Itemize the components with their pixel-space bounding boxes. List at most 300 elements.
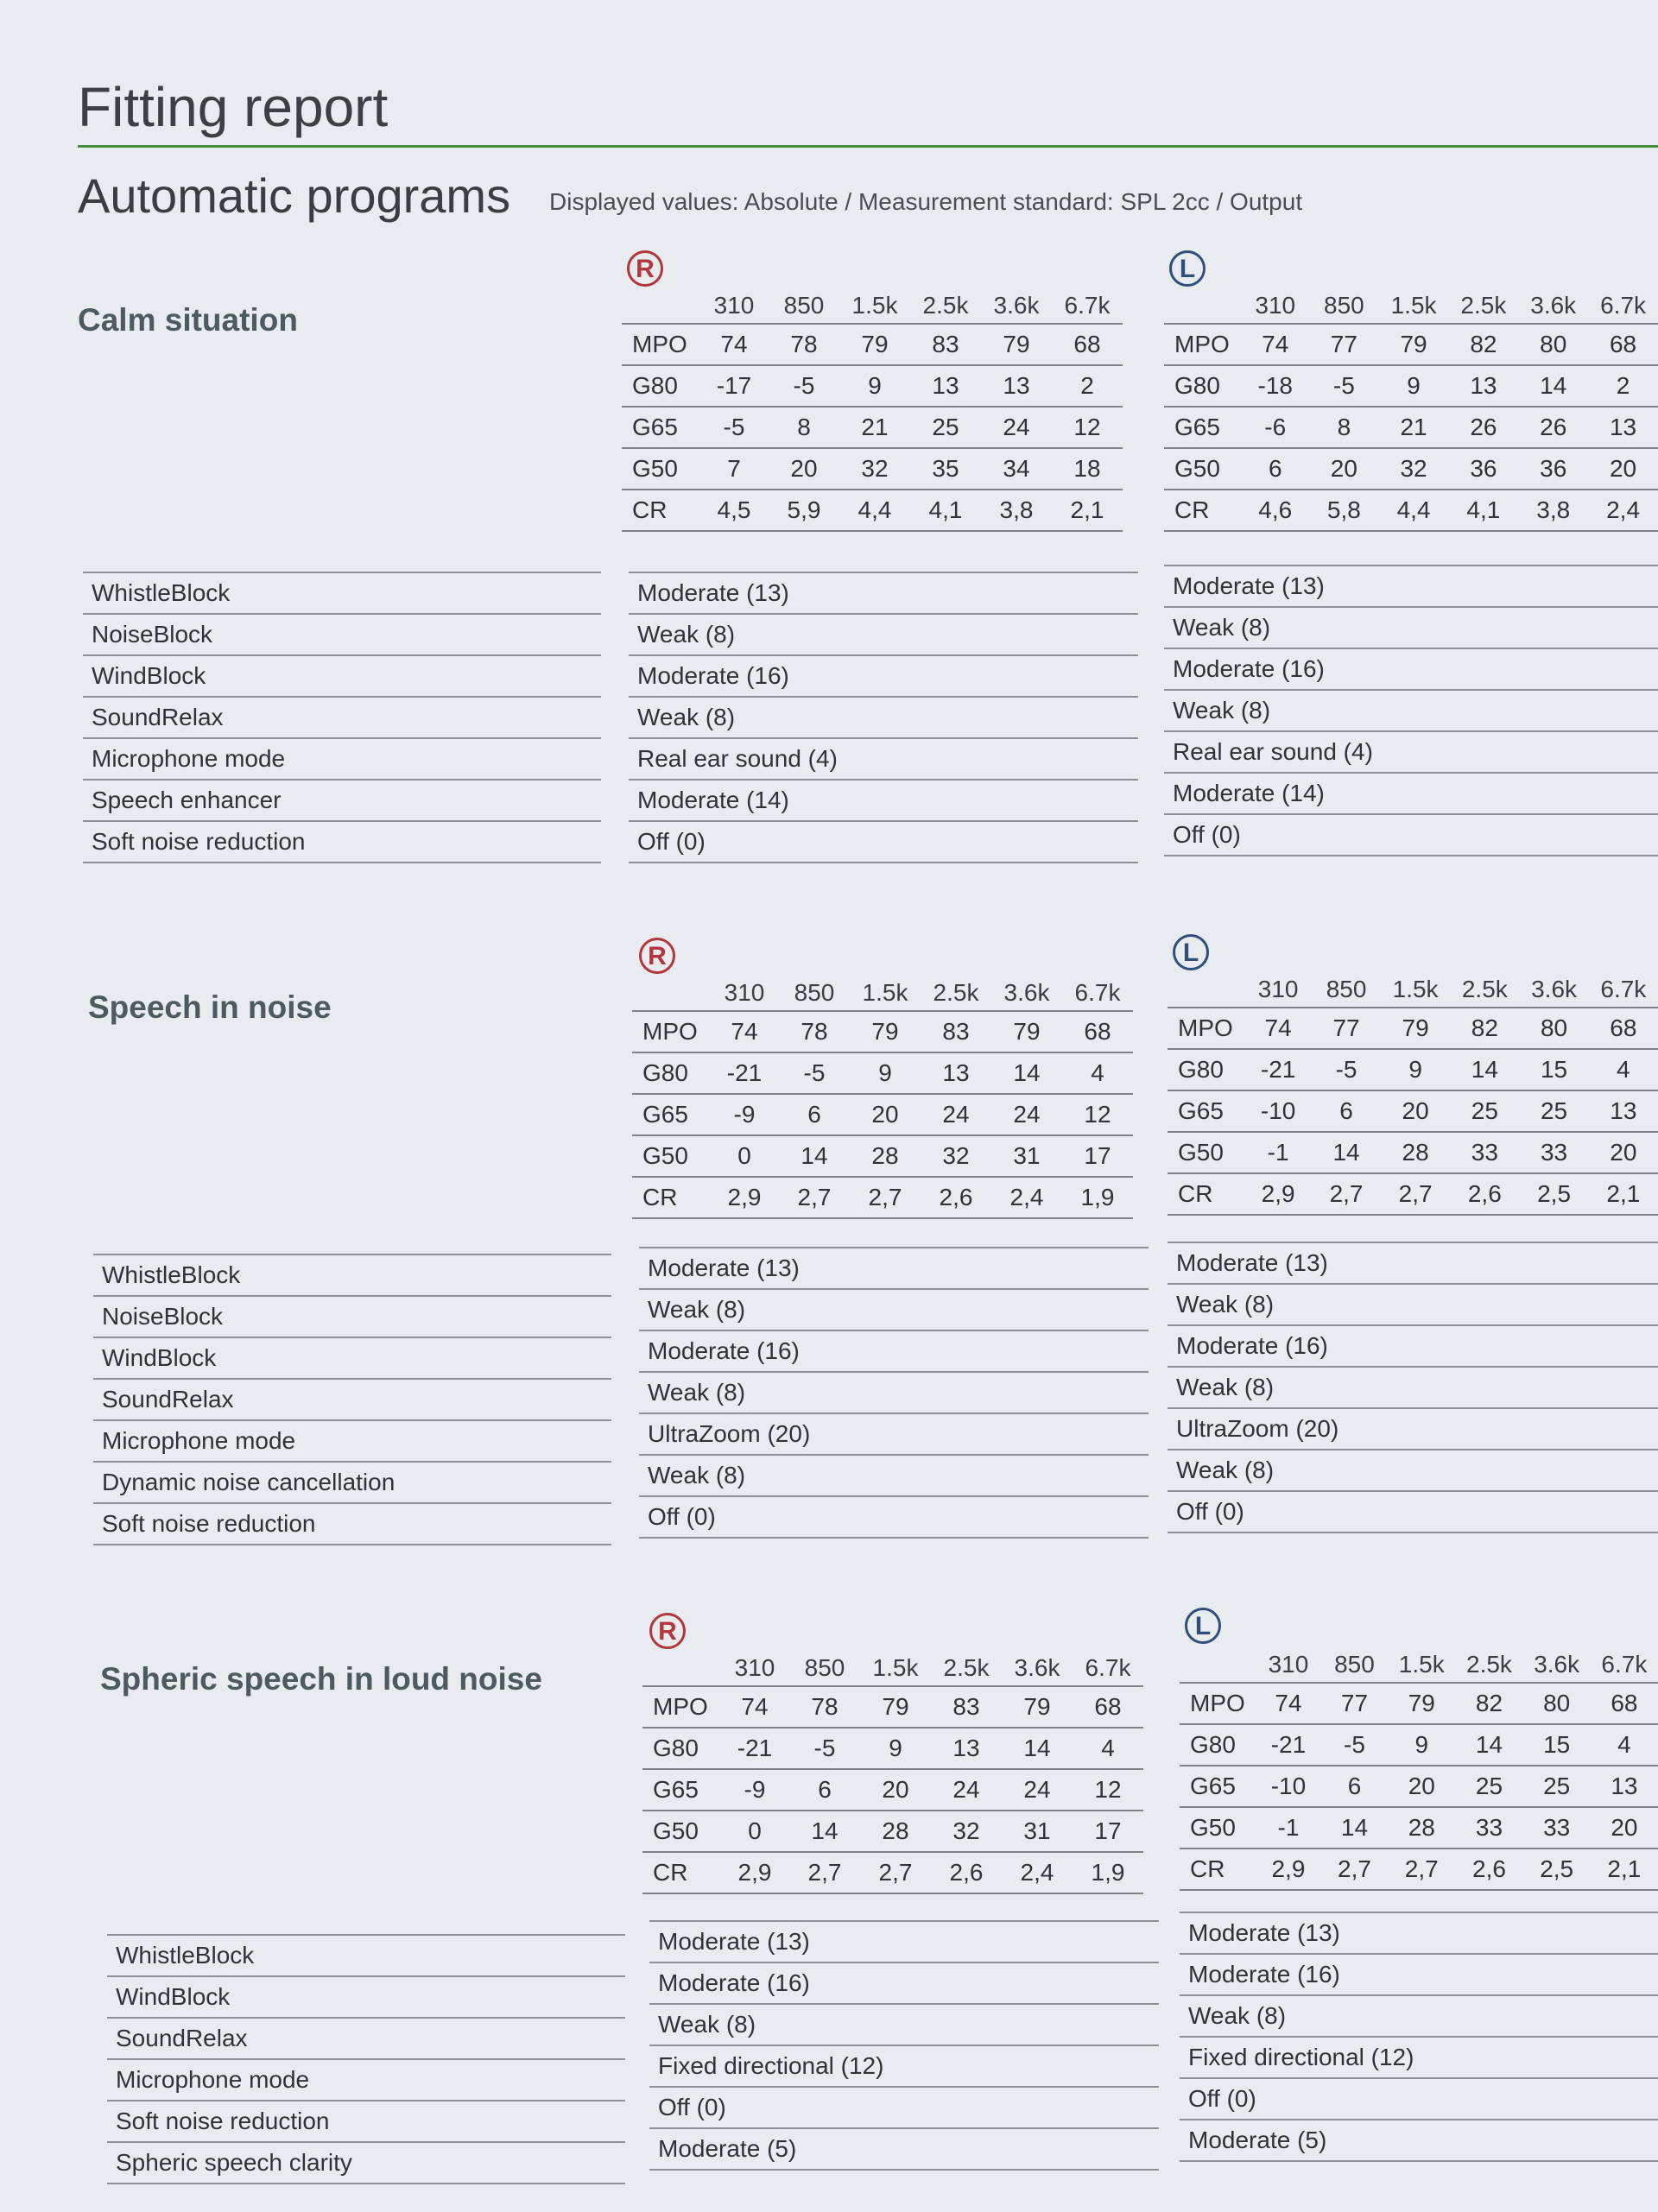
table-cell: 82 <box>1448 324 1518 365</box>
frequency-header: 1.5k <box>1388 1647 1455 1683</box>
list-item: Off (0) <box>639 1497 1149 1539</box>
table-row <box>622 365 1123 407</box>
frequency-header: 310 <box>710 976 779 1011</box>
table-cell: 13 <box>1589 1090 1658 1132</box>
table-cell: 2,7 <box>1388 1849 1455 1890</box>
header-corner <box>1168 972 1244 1008</box>
table-cell: 31 <box>991 1135 1062 1177</box>
list-item: Off (0) <box>1164 815 1658 856</box>
table-cell: -9 <box>720 1769 789 1811</box>
frequency-header: 6.7k <box>1591 1647 1658 1683</box>
table-cell: 4 <box>1073 1728 1143 1769</box>
table-cell: 14 <box>779 1135 850 1177</box>
table-cell: 2,7 <box>789 1852 860 1893</box>
list-item: Weak (8) <box>629 698 1138 739</box>
table-cell: 74 <box>1241 324 1309 365</box>
table-cell: 15 <box>1519 1049 1588 1090</box>
table-row <box>1180 1849 1658 1890</box>
table-cell: 5,9 <box>769 490 839 531</box>
row-label: G80 <box>1180 1724 1256 1766</box>
header-corner <box>1164 288 1241 324</box>
table-cell: 15 <box>1523 1724 1591 1766</box>
table-cell: 68 <box>1591 1683 1658 1724</box>
list-item: UltraZoom (20) <box>1168 1409 1658 1450</box>
row-label: G50 <box>1168 1132 1244 1173</box>
row-label: G50 <box>642 1811 720 1852</box>
table-cell: 78 <box>769 324 839 365</box>
table-cell: 2,5 <box>1523 1849 1591 1890</box>
frequency-header: 3.6k <box>981 288 1052 324</box>
frequency-header: 2.5k <box>1450 972 1519 1008</box>
row-label: G65 <box>622 407 699 448</box>
list-item: SoundRelax <box>83 698 601 739</box>
table-cell: 14 <box>789 1811 860 1852</box>
list-item: UltraZoom (20) <box>639 1414 1149 1456</box>
list-item: Moderate (16) <box>639 1331 1149 1373</box>
table-cell: 13 <box>921 1052 991 1094</box>
frequency-header-row <box>642 1651 1143 1686</box>
table-cell: 25 <box>1523 1766 1591 1807</box>
table-cell: 74 <box>720 1686 789 1728</box>
table-cell: 79 <box>981 324 1052 365</box>
table-cell: -10 <box>1244 1090 1312 1132</box>
feature-list <box>83 572 601 863</box>
frequency-header: 3.6k <box>1519 972 1588 1008</box>
table-cell: 79 <box>1379 324 1449 365</box>
right-ear-icon: R <box>627 250 663 287</box>
table-cell: -10 <box>1256 1766 1321 1807</box>
table-cell: 2,1 <box>1589 1173 1658 1215</box>
table-cell: 36 <box>1448 448 1518 490</box>
frequency-header: 2.5k <box>931 1651 1002 1686</box>
table-cell: 33 <box>1523 1807 1591 1849</box>
table-cell: 13 <box>1448 365 1518 407</box>
list-item: WhistleBlock <box>107 1936 625 1977</box>
table-cell: 79 <box>860 1686 931 1728</box>
table-cell: 80 <box>1519 1008 1588 1049</box>
row-label: MPO <box>1180 1683 1256 1724</box>
table-cell: 35 <box>910 448 981 490</box>
program-name: Spheric speech in loud noise <box>100 1661 542 1697</box>
table-cell: 25 <box>1519 1090 1588 1132</box>
table-cell: 2,6 <box>1455 1849 1522 1890</box>
list-item: Weak (8) <box>629 615 1138 656</box>
table-cell: 8 <box>1309 407 1379 448</box>
program-name: Speech in noise <box>88 989 332 1025</box>
table-cell: 1,9 <box>1073 1852 1143 1893</box>
table-cell: 2,7 <box>860 1852 931 1893</box>
table-cell: -21 <box>1256 1724 1321 1766</box>
table-cell: 2,6 <box>921 1177 991 1218</box>
table-cell: 4,1 <box>1448 490 1518 531</box>
table-cell: 79 <box>839 324 910 365</box>
list-item: Weak (8) <box>639 1456 1149 1497</box>
table-cell: 28 <box>1388 1807 1455 1849</box>
table-row <box>642 1852 1143 1893</box>
table-cell: 4 <box>1591 1724 1658 1766</box>
table-cell: -5 <box>769 365 839 407</box>
table-cell: 20 <box>1588 448 1658 490</box>
table-cell: 32 <box>921 1135 991 1177</box>
gain-table-right <box>642 1651 1143 1894</box>
frequency-header: 3.6k <box>991 976 1062 1011</box>
table-cell: 83 <box>921 1011 991 1052</box>
frequency-header: 310 <box>1241 288 1309 324</box>
table-cell: -5 <box>1321 1724 1388 1766</box>
left-ear-icon: L <box>1185 1608 1221 1644</box>
table-cell: 24 <box>921 1094 991 1135</box>
list-item: SoundRelax <box>107 2019 625 2060</box>
table-cell: 79 <box>1381 1008 1450 1049</box>
table-cell: 9 <box>850 1052 921 1094</box>
table-row <box>1164 324 1658 365</box>
list-item: SoundRelax <box>93 1380 611 1421</box>
table-cell: 3,8 <box>981 490 1052 531</box>
table-row <box>622 490 1123 531</box>
frequency-header: 3.6k <box>1518 288 1588 324</box>
table-row <box>1180 1807 1658 1849</box>
table-cell: 24 <box>981 407 1052 448</box>
table-cell: 32 <box>1379 448 1449 490</box>
table-cell: 2 <box>1052 365 1123 407</box>
table-cell: 13 <box>931 1728 1002 1769</box>
table-cell: 2,4 <box>1002 1852 1073 1893</box>
table-cell: 79 <box>1002 1686 1073 1728</box>
list-item: Dynamic noise cancellation <box>93 1463 611 1504</box>
table-row <box>642 1811 1143 1852</box>
table-row <box>1164 490 1658 531</box>
table-row <box>632 1052 1133 1094</box>
frequency-header: 310 <box>699 288 769 324</box>
table-cell: 14 <box>1321 1807 1388 1849</box>
list-item: Moderate (13) <box>649 1922 1159 1963</box>
table-cell: 32 <box>839 448 910 490</box>
table-row <box>632 1011 1133 1052</box>
list-item: Fixed directional (12) <box>649 2046 1159 2088</box>
table-cell: 82 <box>1455 1683 1522 1724</box>
header-corner <box>1180 1647 1256 1683</box>
table-cell: 68 <box>1073 1686 1143 1728</box>
table-row <box>1168 1090 1658 1132</box>
table-cell: 28 <box>860 1811 931 1852</box>
table-row <box>1168 1132 1658 1173</box>
frequency-header: 310 <box>1256 1647 1321 1683</box>
list-item: Off (0) <box>649 2088 1159 2129</box>
row-label: G50 <box>622 448 699 490</box>
list-item: WindBlock <box>107 1977 625 2019</box>
table-cell: 25 <box>1450 1090 1519 1132</box>
table-cell: 8 <box>769 407 839 448</box>
list-item: Weak (8) <box>1168 1368 1658 1409</box>
list-item: Soft noise reduction <box>107 2101 625 2143</box>
table-cell: 78 <box>789 1686 860 1728</box>
table-row <box>642 1686 1143 1728</box>
list-item: WindBlock <box>83 656 601 698</box>
table-cell: 20 <box>1309 448 1379 490</box>
table-row <box>632 1135 1133 1177</box>
table-cell: 68 <box>1052 324 1123 365</box>
frequency-header: 6.7k <box>1073 1651 1143 1686</box>
table-row <box>622 407 1123 448</box>
table-cell: 2,6 <box>931 1852 1002 1893</box>
table-row <box>622 324 1123 365</box>
row-label: G65 <box>1168 1090 1244 1132</box>
row-label: MPO <box>632 1011 710 1052</box>
table-cell: -21 <box>710 1052 779 1094</box>
table-row <box>1180 1683 1658 1724</box>
table-cell: 78 <box>779 1011 850 1052</box>
table-cell: 2,9 <box>1256 1849 1321 1890</box>
list-item: Moderate (13) <box>1180 1913 1658 1955</box>
table-cell: 24 <box>1002 1769 1073 1811</box>
table-row <box>1180 1766 1658 1807</box>
row-label: MPO <box>642 1686 720 1728</box>
table-cell: 2,4 <box>991 1177 1062 1218</box>
list-item: Soft noise reduction <box>83 822 601 863</box>
table-cell: -9 <box>710 1094 779 1135</box>
table-cell: 79 <box>850 1011 921 1052</box>
list-item: Fixed directional (12) <box>1180 2038 1658 2079</box>
table-cell: -1 <box>1244 1132 1312 1173</box>
table-cell: -5 <box>699 407 769 448</box>
left-ear-icon: L <box>1169 250 1206 287</box>
table-cell: -21 <box>1244 1049 1312 1090</box>
list-item: Moderate (5) <box>1180 2120 1658 2162</box>
list-item: NoiseBlock <box>93 1297 611 1338</box>
table-cell: 79 <box>991 1011 1062 1052</box>
left-settings-list <box>1164 565 1658 856</box>
frequency-header-row <box>1164 288 1658 324</box>
gain-table-left <box>1164 288 1658 532</box>
list-item: Microphone mode <box>83 739 601 781</box>
table-cell: 21 <box>1379 407 1449 448</box>
table-cell: -5 <box>779 1052 850 1094</box>
frequency-header-row <box>622 288 1123 324</box>
table-cell: -5 <box>789 1728 860 1769</box>
table-cell: 6 <box>1321 1766 1388 1807</box>
frequency-header: 1.5k <box>1381 972 1450 1008</box>
table-cell: 24 <box>931 1769 1002 1811</box>
row-label: G65 <box>1164 407 1241 448</box>
table-cell: 14 <box>1450 1049 1519 1090</box>
list-item: WindBlock <box>93 1338 611 1380</box>
frequency-header: 850 <box>769 288 839 324</box>
table-cell: 24 <box>991 1094 1062 1135</box>
row-label: MPO <box>622 324 699 365</box>
table-cell: 2,6 <box>1450 1173 1519 1215</box>
table-cell: 6 <box>789 1769 860 1811</box>
row-label: CR <box>642 1852 720 1893</box>
table-cell: 32 <box>931 1811 1002 1852</box>
table-cell: -21 <box>720 1728 789 1769</box>
table-cell: 20 <box>860 1769 931 1811</box>
table-row <box>632 1177 1133 1218</box>
frequency-header: 6.7k <box>1589 972 1658 1008</box>
frequency-header: 3.6k <box>1523 1647 1591 1683</box>
table-row <box>1180 1724 1658 1766</box>
table-cell: -6 <box>1241 407 1309 448</box>
table-cell: 26 <box>1448 407 1518 448</box>
table-cell: -5 <box>1309 365 1379 407</box>
table-cell: 20 <box>850 1094 921 1135</box>
table-cell: 33 <box>1450 1132 1519 1173</box>
list-item: Off (0) <box>629 822 1138 863</box>
list-item: Moderate (16) <box>649 1963 1159 2005</box>
table-cell: 74 <box>1256 1683 1321 1724</box>
program-block <box>0 934 1658 1539</box>
table-cell: 2 <box>1588 365 1658 407</box>
row-label: G50 <box>1164 448 1241 490</box>
list-item: NoiseBlock <box>83 615 601 656</box>
list-item: Off (0) <box>1180 2079 1658 2120</box>
table-cell: 20 <box>1591 1807 1658 1849</box>
table-cell: 12 <box>1052 407 1123 448</box>
frequency-header: 850 <box>789 1651 860 1686</box>
table-cell: 2,5 <box>1519 1173 1588 1215</box>
frequency-header: 1.5k <box>860 1651 931 1686</box>
table-cell: 9 <box>839 365 910 407</box>
gain-table-left <box>1180 1647 1658 1891</box>
table-cell: 33 <box>1455 1807 1522 1849</box>
left-ear-icon: L <box>1173 934 1209 970</box>
table-cell: 20 <box>1589 1132 1658 1173</box>
frequency-header: 1.5k <box>850 976 921 1011</box>
table-cell: 68 <box>1062 1011 1133 1052</box>
frequency-header-row <box>632 976 1133 1011</box>
table-cell: 83 <box>931 1686 1002 1728</box>
right-ear-icon: R <box>649 1613 686 1649</box>
table-cell: 77 <box>1321 1683 1388 1724</box>
row-label: MPO <box>1164 324 1241 365</box>
left-settings-list <box>1180 1912 1658 2162</box>
table-cell: 4,6 <box>1241 490 1309 531</box>
table-cell: 2,9 <box>710 1177 779 1218</box>
list-item: Microphone mode <box>107 2060 625 2101</box>
table-cell: 34 <box>981 448 1052 490</box>
table-cell: 9 <box>860 1728 931 1769</box>
table-row <box>642 1769 1143 1811</box>
right-settings-list <box>639 1247 1149 1539</box>
row-label: G80 <box>642 1728 720 1769</box>
right-ear-icon: R <box>639 938 675 974</box>
table-cell: 4,4 <box>839 490 910 531</box>
table-row <box>1164 448 1658 490</box>
frequency-header: 2.5k <box>921 976 991 1011</box>
frequency-header: 1.5k <box>1379 288 1449 324</box>
table-cell: 20 <box>1388 1766 1455 1807</box>
table-cell: -18 <box>1241 365 1309 407</box>
frequency-header-row <box>1180 1647 1658 1683</box>
table-row <box>1168 1173 1658 1215</box>
table-row <box>1164 365 1658 407</box>
table-cell: 28 <box>1381 1132 1450 1173</box>
frequency-header: 2.5k <box>1448 288 1518 324</box>
table-cell: 4,5 <box>699 490 769 531</box>
row-label: CR <box>1164 490 1241 531</box>
frequency-header: 850 <box>779 976 850 1011</box>
row-label: G80 <box>622 365 699 407</box>
table-cell: 4,4 <box>1379 490 1449 531</box>
list-item: Weak (8) <box>1164 608 1658 649</box>
table-row <box>622 448 1123 490</box>
list-item: Moderate (5) <box>649 2129 1159 2171</box>
table-cell: 4 <box>1589 1049 1658 1090</box>
table-cell: 13 <box>910 365 981 407</box>
list-item: Real ear sound (4) <box>629 739 1138 781</box>
row-label: MPO <box>1168 1008 1244 1049</box>
frequency-header: 2.5k <box>1455 1647 1522 1683</box>
row-label: CR <box>622 490 699 531</box>
table-cell: 13 <box>1591 1766 1658 1807</box>
table-cell: 3,8 <box>1518 490 1588 531</box>
list-item: Moderate (16) <box>1168 1326 1658 1368</box>
row-label: G80 <box>1164 365 1241 407</box>
table-cell: 6 <box>1312 1090 1381 1132</box>
frequency-header: 3.6k <box>1002 1651 1073 1686</box>
frequency-header: 6.7k <box>1588 288 1658 324</box>
table-cell: 2,4 <box>1588 490 1658 531</box>
table-cell: 6 <box>1241 448 1309 490</box>
table-cell: 2,9 <box>720 1852 789 1893</box>
row-label: CR <box>1180 1849 1256 1890</box>
row-label: G80 <box>632 1052 710 1094</box>
list-item: Moderate (16) <box>1164 649 1658 691</box>
list-item: Moderate (16) <box>1180 1955 1658 1996</box>
table-cell: 2,9 <box>1244 1173 1312 1215</box>
table-cell: 2,7 <box>1312 1173 1381 1215</box>
row-label: G65 <box>1180 1766 1256 1807</box>
table-cell: 82 <box>1450 1008 1519 1049</box>
list-item: Off (0) <box>1168 1492 1658 1533</box>
table-cell: 36 <box>1518 448 1588 490</box>
list-item: Real ear sound (4) <box>1164 732 1658 774</box>
table-cell: 26 <box>1518 407 1588 448</box>
table-cell: 77 <box>1309 324 1379 365</box>
gain-table-right <box>632 976 1133 1219</box>
table-cell: 25 <box>1455 1766 1522 1807</box>
list-item: Weak (8) <box>639 1290 1149 1331</box>
table-cell: 14 <box>1455 1724 1522 1766</box>
gain-table-left <box>1168 972 1658 1216</box>
table-cell: -5 <box>1312 1049 1381 1090</box>
table-row <box>642 1728 1143 1769</box>
table-cell: 33 <box>1519 1132 1588 1173</box>
frequency-header-row <box>1168 972 1658 1008</box>
list-item: Weak (8) <box>1168 1285 1658 1326</box>
table-cell: 31 <box>1002 1811 1073 1852</box>
list-item: Moderate (13) <box>639 1248 1149 1290</box>
list-item: Weak (8) <box>1168 1450 1658 1492</box>
list-item: Moderate (14) <box>1164 774 1658 815</box>
table-cell: 2,7 <box>779 1177 850 1218</box>
section-title: Automatic programs <box>78 168 511 223</box>
frequency-header: 850 <box>1309 288 1379 324</box>
table-cell: 28 <box>850 1135 921 1177</box>
table-row <box>1164 407 1658 448</box>
table-cell: 14 <box>1518 365 1588 407</box>
table-cell: 5,8 <box>1309 490 1379 531</box>
left-settings-list <box>1168 1242 1658 1533</box>
frequency-header: 6.7k <box>1062 976 1133 1011</box>
table-cell: -17 <box>699 365 769 407</box>
table-cell: 21 <box>839 407 910 448</box>
list-item: WhistleBlock <box>93 1255 611 1297</box>
table-cell: 25 <box>910 407 981 448</box>
table-cell: 2,7 <box>1321 1849 1388 1890</box>
table-cell: 68 <box>1589 1008 1658 1049</box>
table-cell: 1,9 <box>1062 1177 1133 1218</box>
table-cell: 20 <box>769 448 839 490</box>
